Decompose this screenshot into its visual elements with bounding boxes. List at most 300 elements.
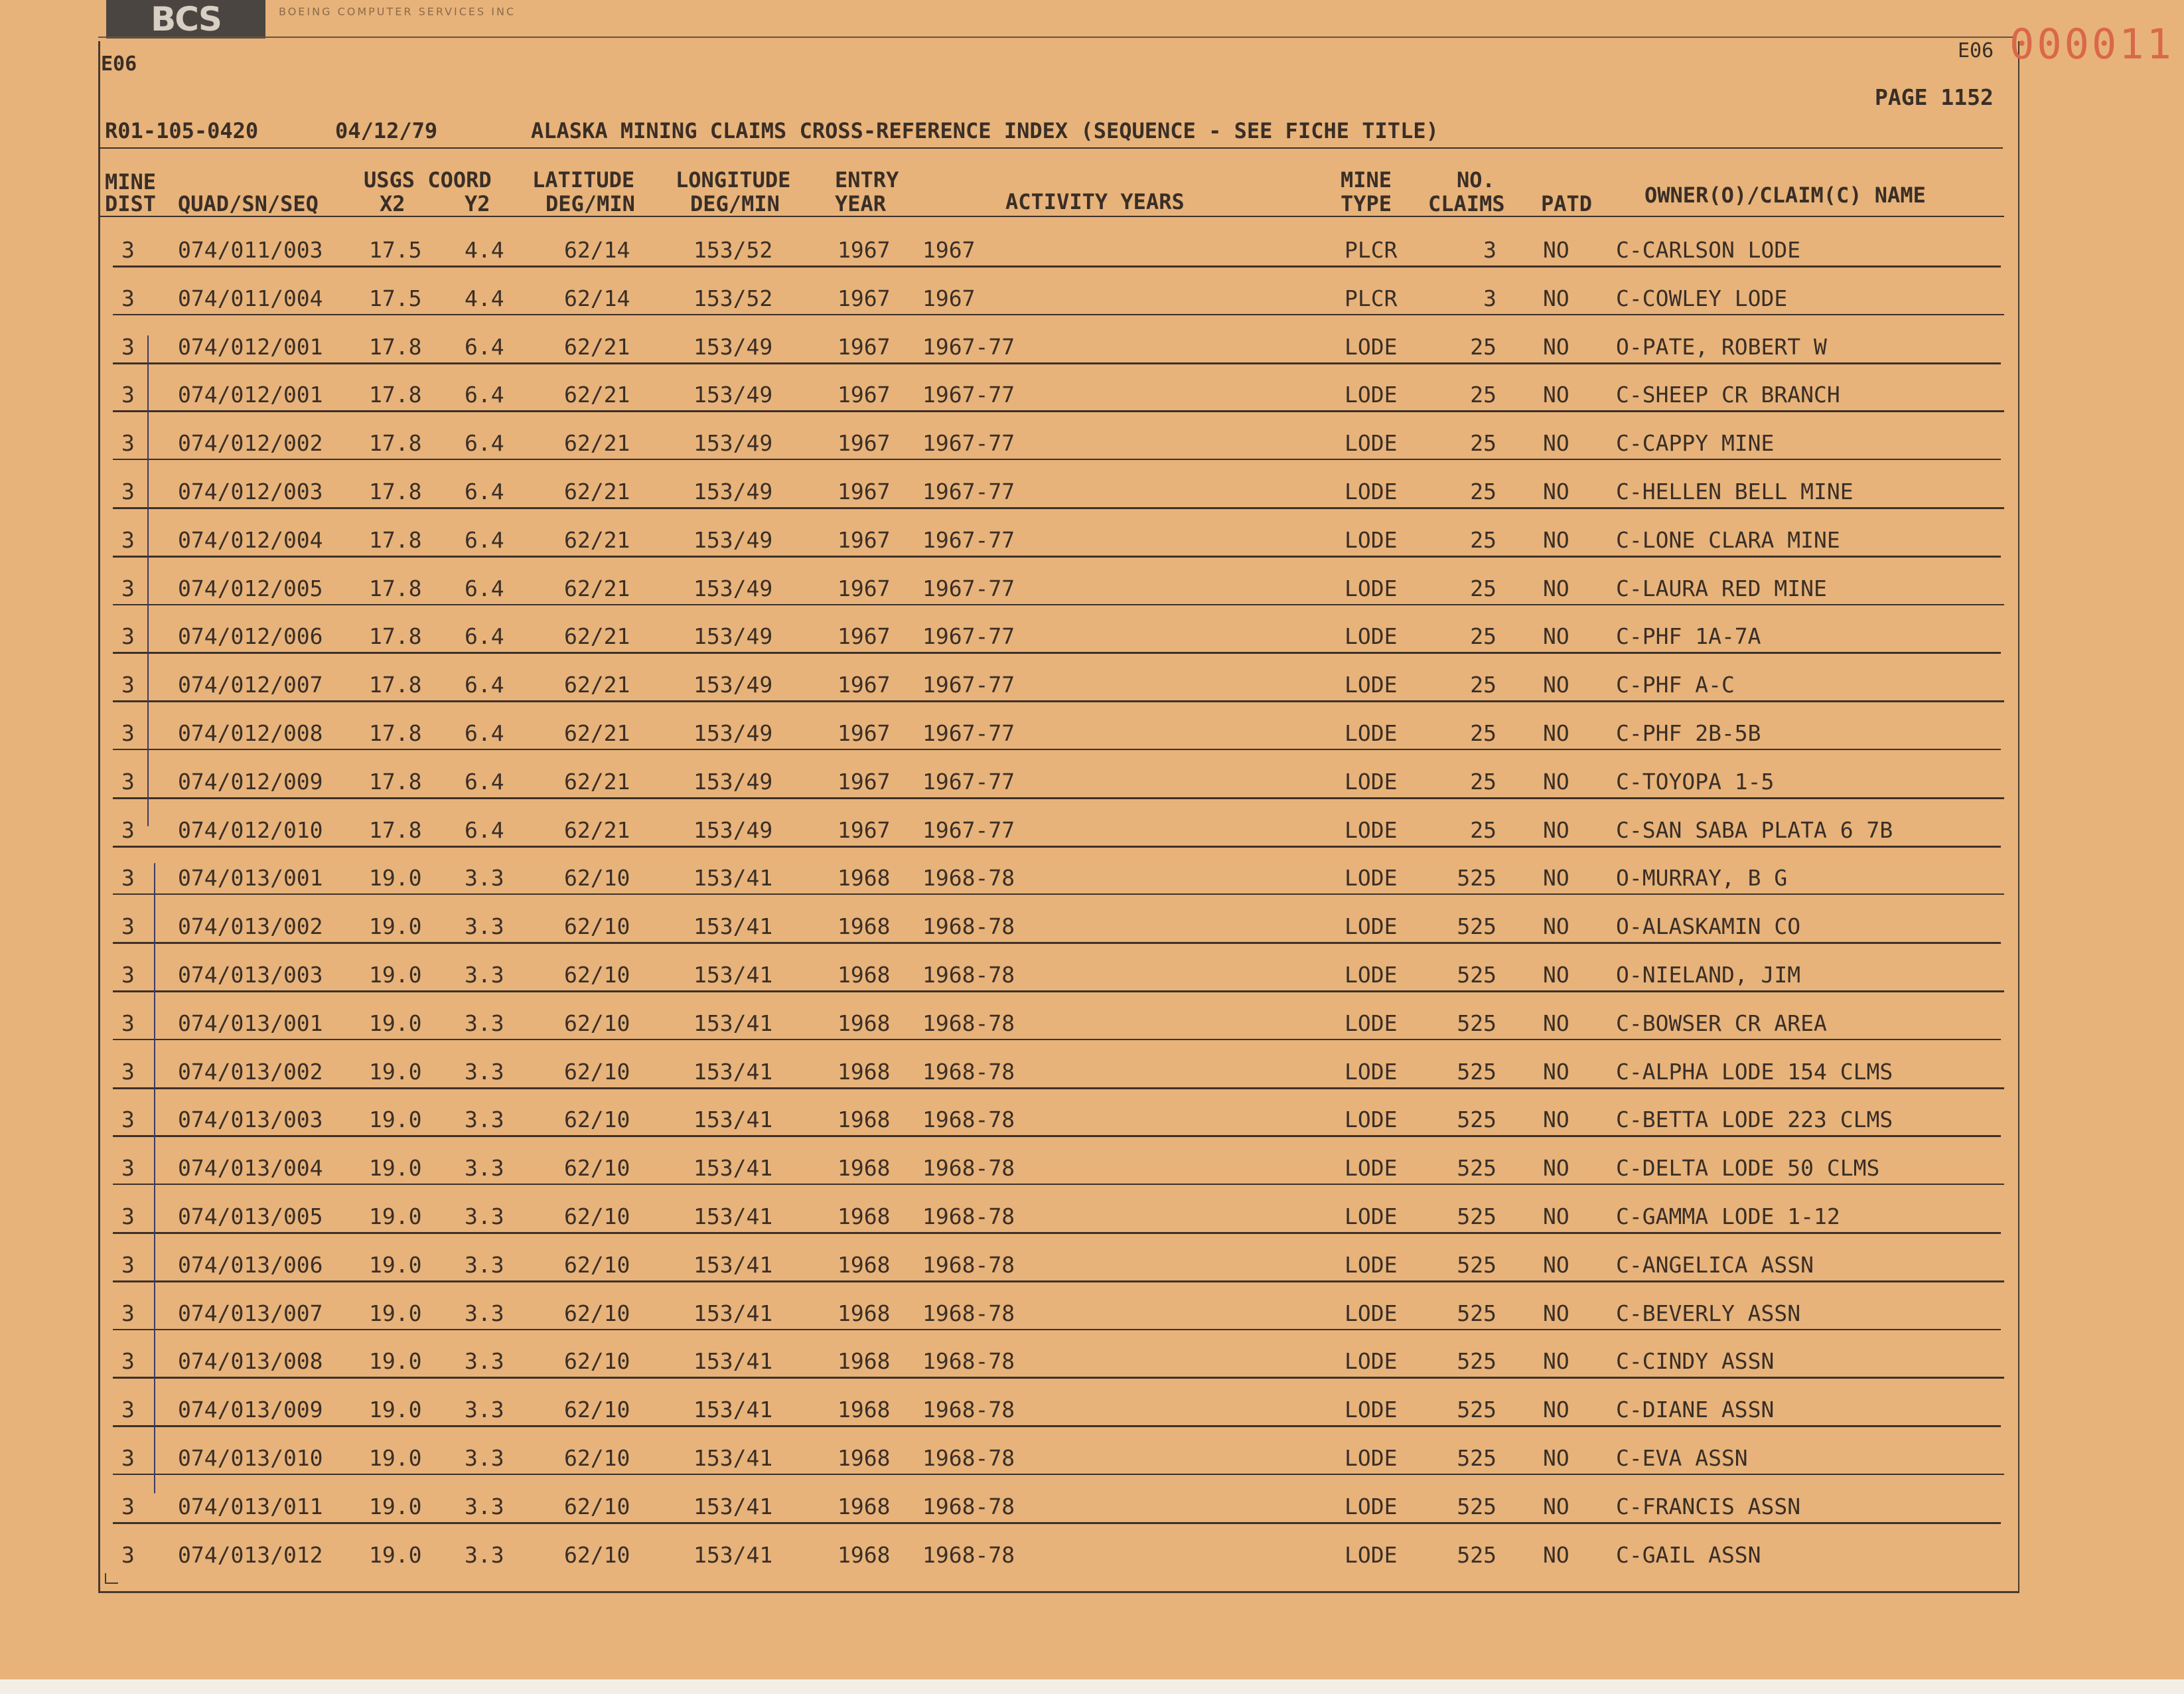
mine-type-cell: LODE <box>1345 1445 1398 1471</box>
patented-cell: NO <box>1543 1203 1569 1229</box>
entry-year-cell: 1968 <box>837 1445 891 1471</box>
quad-cell: 074/011/004 <box>178 285 323 311</box>
pen-bracket-upper <box>147 335 149 826</box>
owner-claim-name-cell: C-DIANE ASSN <box>1616 1397 1775 1423</box>
y2-cell: 3.3 <box>465 962 504 988</box>
owner-claim-name-cell: C-GAIL ASSN <box>1616 1541 1761 1568</box>
col-usgs-coord: USGS COORD <box>364 167 492 193</box>
entry-year-cell: 1967 <box>837 768 891 795</box>
activity-years-cell: 1968-78 <box>922 913 1015 940</box>
quad-cell: 074/013/008 <box>178 1348 323 1375</box>
owner-claim-name-cell: C-DELTA LODE 50 CLMS <box>1616 1155 1880 1182</box>
mine-dist-cell: 3 <box>121 1107 135 1133</box>
quad-cell: 074/011/003 <box>178 237 323 263</box>
mine-type-cell: LODE <box>1345 1493 1398 1519</box>
mine-type-cell: LODE <box>1345 1541 1398 1568</box>
fiche-stamp-number: 000011 <box>2009 20 2174 68</box>
entry-year-cell: 1968 <box>837 865 891 891</box>
mine-type-cell: LODE <box>1345 672 1398 698</box>
activity-years-cell: 1968-78 <box>922 865 1015 891</box>
mine-dist-cell: 3 <box>121 623 135 650</box>
title-underline <box>98 147 2003 149</box>
mine-type-cell: LODE <box>1345 382 1398 408</box>
patented-cell: NO <box>1543 285 1569 311</box>
claims-count-cell: 3 <box>1483 285 1496 311</box>
patented-cell: NO <box>1543 1397 1569 1423</box>
owner-claim-name-cell: C-FRANCIS ASSN <box>1616 1493 1801 1519</box>
x2-cell: 19.0 <box>369 865 422 891</box>
table-row <box>0 1290 2184 1337</box>
owner-claim-name-cell: C-PHF A-C <box>1616 672 1735 698</box>
x2-cell: 19.0 <box>369 1348 422 1375</box>
y2-cell: 6.4 <box>465 623 504 650</box>
mine-type-cell: LODE <box>1345 768 1398 795</box>
y2-cell: 6.4 <box>465 672 504 698</box>
col-patd: PATD <box>1541 191 1593 216</box>
activity-years-cell: 1968-78 <box>922 1203 1015 1229</box>
longitude-cell: 153/41 <box>693 1397 773 1423</box>
owner-claim-name-cell: O-PATE, ROBERT W <box>1616 333 1827 360</box>
activity-years-cell: 1967-77 <box>922 430 1015 457</box>
latitude-cell: 62/10 <box>564 1348 630 1375</box>
patented-cell: NO <box>1543 526 1569 553</box>
patented-cell: NO <box>1543 382 1569 408</box>
activity-years-cell: 1968-78 <box>922 1251 1015 1278</box>
mine-type-cell: LODE <box>1345 333 1398 360</box>
y2-cell: 6.4 <box>465 430 504 457</box>
y2-cell: 6.4 <box>465 768 504 795</box>
entry-year-cell: 1968 <box>837 1203 891 1229</box>
row-rule <box>113 604 2004 605</box>
quad-cell: 074/012/005 <box>178 575 323 601</box>
patented-cell: NO <box>1543 1445 1569 1471</box>
entry-year-cell: 1967 <box>837 285 891 311</box>
patented-cell: NO <box>1543 237 1569 263</box>
col-lat-1: LATITUDE <box>532 167 635 193</box>
claims-count-cell: 525 <box>1457 1058 1496 1085</box>
owner-claim-name-cell: C-CINDY ASSN <box>1616 1348 1775 1375</box>
latitude-cell: 62/10 <box>564 1397 630 1423</box>
y2-cell: 3.3 <box>465 1493 504 1519</box>
activity-years-cell: 1967-77 <box>922 382 1015 408</box>
longitude-cell: 153/41 <box>693 1493 773 1519</box>
table-row <box>0 903 2184 950</box>
mine-dist-cell: 3 <box>121 382 135 408</box>
mine-dist-cell: 3 <box>121 1397 135 1423</box>
x2-cell: 17.8 <box>369 430 422 457</box>
y2-cell: 3.3 <box>465 913 504 940</box>
owner-claim-name-cell: C-CAPPY MINE <box>1616 430 1775 457</box>
mine-dist-cell: 3 <box>121 333 135 360</box>
x2-cell: 17.8 <box>369 333 422 360</box>
x2-cell: 17.8 <box>369 768 422 795</box>
activity-years-cell: 1968-78 <box>922 1058 1015 1085</box>
quad-cell: 074/012/007 <box>178 672 323 698</box>
activity-years-cell: 1967-77 <box>922 333 1015 360</box>
row-rule <box>113 749 2001 750</box>
y2-cell: 6.4 <box>465 479 504 504</box>
col-x2: X2 <box>380 191 405 216</box>
table-row <box>0 1097 2184 1143</box>
patented-cell: NO <box>1543 1493 1569 1519</box>
mine-dist-cell: 3 <box>121 816 135 843</box>
mine-dist-cell: 3 <box>121 526 135 553</box>
mine-type-cell: LODE <box>1345 1203 1398 1229</box>
quad-cell: 074/013/005 <box>178 1203 323 1229</box>
mine-dist-cell: 3 <box>121 430 135 457</box>
claims-count-cell: 525 <box>1457 1203 1496 1229</box>
entry-year-cell: 1968 <box>837 1058 891 1085</box>
entry-year-cell: 1967 <box>837 382 891 408</box>
report-date: 04/12/79 <box>335 118 438 143</box>
longitude-cell: 153/49 <box>693 575 773 601</box>
row-rule <box>113 410 2004 412</box>
claims-count-cell: 525 <box>1457 1445 1496 1471</box>
mine-dist-cell: 3 <box>121 1493 135 1519</box>
patented-cell: NO <box>1543 1300 1569 1326</box>
claims-count-cell: 25 <box>1470 430 1496 457</box>
patented-cell: NO <box>1543 672 1569 698</box>
x2-cell: 19.0 <box>369 1493 422 1519</box>
col-mine-dist-2: DIST <box>105 191 157 216</box>
x2-cell: 17.5 <box>369 237 422 263</box>
quad-cell: 074/012/002 <box>178 430 323 457</box>
row-rule <box>113 459 2001 460</box>
y2-cell: 6.4 <box>465 382 504 408</box>
mine-dist-cell: 3 <box>121 1010 135 1036</box>
patented-cell: NO <box>1543 816 1569 843</box>
bcs-logo: BCS <box>106 0 265 38</box>
table-row <box>0 1194 2184 1240</box>
row-rule <box>113 314 2004 315</box>
mine-dist-cell: 3 <box>121 913 135 940</box>
row-rule <box>113 1522 2001 1524</box>
entry-year-cell: 1968 <box>837 962 891 988</box>
patented-cell: NO <box>1543 623 1569 650</box>
quad-cell: 074/012/001 <box>178 333 323 360</box>
table-row <box>0 1049 2184 1095</box>
entry-year-cell: 1968 <box>837 1541 891 1568</box>
table-row <box>0 566 2184 612</box>
longitude-cell: 153/41 <box>693 865 773 891</box>
col-mine-dist-1: MINE <box>105 169 157 194</box>
quad-cell: 074/013/007 <box>178 1300 323 1326</box>
claims-count-cell: 525 <box>1457 1107 1496 1133</box>
x2-cell: 19.0 <box>369 1058 422 1085</box>
quad-cell: 074/013/002 <box>178 913 323 940</box>
latitude-cell: 62/21 <box>564 382 630 408</box>
latitude-cell: 62/21 <box>564 672 630 698</box>
x2-cell: 17.8 <box>369 623 422 650</box>
patented-cell: NO <box>1543 720 1569 746</box>
mine-dist-cell: 3 <box>121 865 135 891</box>
x2-cell: 19.0 <box>369 1155 422 1182</box>
quad-cell: 074/012/008 <box>178 720 323 746</box>
latitude-cell: 62/21 <box>564 816 630 843</box>
mine-type-cell: LODE <box>1345 816 1398 843</box>
row-rule <box>113 1184 2004 1185</box>
activity-years-cell: 1968-78 <box>922 1541 1015 1568</box>
patented-cell: NO <box>1543 430 1569 457</box>
x2-cell: 19.0 <box>369 962 422 988</box>
mine-type-cell: LODE <box>1345 1058 1398 1085</box>
latitude-cell: 62/21 <box>564 575 630 601</box>
activity-years-cell: 1967-77 <box>922 575 1015 601</box>
quad-cell: 074/013/012 <box>178 1541 323 1568</box>
longitude-cell: 153/41 <box>693 962 773 988</box>
owner-claim-name-cell: C-BEVERLY ASSN <box>1616 1300 1801 1326</box>
y2-cell: 3.3 <box>465 1445 504 1471</box>
col-lon-1: LONGITUDE <box>676 167 791 193</box>
latitude-cell: 62/10 <box>564 1010 630 1036</box>
row-rule <box>113 700 2004 702</box>
patented-cell: NO <box>1543 1251 1569 1278</box>
claims-count-cell: 25 <box>1470 526 1496 553</box>
row-rule <box>113 1135 2001 1137</box>
patented-cell: NO <box>1543 768 1569 795</box>
claims-count-cell: 525 <box>1457 865 1496 891</box>
owner-claim-name-cell: C-BETTA LODE 223 CLMS <box>1616 1107 1893 1133</box>
table-row <box>0 469 2184 515</box>
row-rule <box>113 990 2004 992</box>
quad-cell: 074/013/004 <box>178 1155 323 1182</box>
row-rule <box>113 846 2001 848</box>
x2-cell: 17.8 <box>369 672 422 698</box>
claims-count-cell: 525 <box>1457 913 1496 940</box>
latitude-cell: 62/21 <box>564 333 630 360</box>
x2-cell: 19.0 <box>369 1397 422 1423</box>
mine-type-cell: LODE <box>1345 430 1398 457</box>
row-rule <box>113 1474 2004 1475</box>
x2-cell: 19.0 <box>369 1541 422 1568</box>
table-row <box>0 517 2184 564</box>
row-rule <box>113 652 2001 654</box>
x2-cell: 17.8 <box>369 720 422 746</box>
mine-type-cell: PLCR <box>1345 237 1398 263</box>
row-rule <box>113 556 2001 558</box>
mine-dist-cell: 3 <box>121 479 135 504</box>
quad-cell: 074/013/006 <box>178 1251 323 1278</box>
mine-dist-cell: 3 <box>121 575 135 601</box>
owner-claim-name-cell: C-PHF 1A-7A <box>1616 623 1761 650</box>
owner-claim-name-cell: O-NIELAND, JIM <box>1616 962 1801 988</box>
latitude-cell: 62/14 <box>564 285 630 311</box>
entry-year-cell: 1967 <box>837 237 891 263</box>
owner-claim-name-cell: C-EVA ASSN <box>1616 1445 1748 1471</box>
activity-years-cell: 1967-77 <box>922 768 1015 795</box>
table-row <box>0 952 2184 998</box>
y2-cell: 4.4 <box>465 285 504 311</box>
quad-cell: 074/012/006 <box>178 623 323 650</box>
x2-cell: 19.0 <box>369 913 422 940</box>
mine-type-cell: LODE <box>1345 479 1398 504</box>
claims-count-cell: 25 <box>1470 816 1496 843</box>
mine-type-cell: LODE <box>1345 1251 1398 1278</box>
latitude-cell: 62/21 <box>564 768 630 795</box>
longitude-cell: 153/49 <box>693 720 773 746</box>
claims-count-cell: 525 <box>1457 1493 1496 1519</box>
x2-cell: 19.0 <box>369 1107 422 1133</box>
mine-dist-cell: 3 <box>121 962 135 988</box>
activity-years-cell: 1967-77 <box>922 526 1015 553</box>
owner-claim-name-cell: C-SAN SABA PLATA 6 7B <box>1616 816 1893 843</box>
x2-cell: 19.0 <box>369 1010 422 1036</box>
table-row <box>0 759 2184 805</box>
claims-count-cell: 25 <box>1470 479 1496 504</box>
row-rule <box>113 1425 2001 1427</box>
activity-years-cell: 1968-78 <box>922 1348 1015 1375</box>
quad-cell: 074/013/010 <box>178 1445 323 1471</box>
latitude-cell: 62/10 <box>564 1107 630 1133</box>
patented-cell: NO <box>1543 1058 1569 1085</box>
mine-type-cell: LODE <box>1345 1010 1398 1036</box>
entry-year-cell: 1968 <box>837 1397 891 1423</box>
activity-years-cell: 1968-78 <box>922 1010 1015 1036</box>
col-type-2: TYPE <box>1341 191 1392 216</box>
col-lon-2: DEG/MIN <box>690 191 780 216</box>
patented-cell: NO <box>1543 1541 1569 1568</box>
activity-years-cell: 1968-78 <box>922 1107 1015 1133</box>
col-claims-2: CLAIMS <box>1428 191 1505 216</box>
col-y2: Y2 <box>465 191 490 216</box>
table-row <box>0 1338 2184 1385</box>
latitude-cell: 62/10 <box>564 1493 630 1519</box>
row-rule <box>113 942 2001 944</box>
latitude-cell: 62/10 <box>564 1203 630 1229</box>
mine-type-cell: LODE <box>1345 1155 1398 1182</box>
table-row <box>0 1387 2184 1433</box>
activity-years-cell: 1967-77 <box>922 816 1015 843</box>
patented-cell: NO <box>1543 913 1569 940</box>
owner-claim-name-cell: C-ANGELICA ASSN <box>1616 1251 1814 1278</box>
table-row <box>0 855 2184 901</box>
longitude-cell: 153/49 <box>693 382 773 408</box>
activity-years-cell: 1967-77 <box>922 479 1015 504</box>
claims-count-cell: 25 <box>1470 768 1496 795</box>
quad-cell: 074/013/003 <box>178 1107 323 1133</box>
claims-count-cell: 525 <box>1457 1348 1496 1375</box>
latitude-cell: 62/10 <box>564 1251 630 1278</box>
y2-cell: 6.4 <box>465 575 504 601</box>
table-row <box>0 613 2184 660</box>
longitude-cell: 153/41 <box>693 1348 773 1375</box>
y2-cell: 6.4 <box>465 816 504 843</box>
entry-year-cell: 1968 <box>837 1251 891 1278</box>
activity-years-cell: 1967-77 <box>922 623 1015 650</box>
longitude-cell: 153/49 <box>693 479 773 504</box>
y2-cell: 3.3 <box>465 1155 504 1182</box>
longitude-cell: 153/41 <box>693 1155 773 1182</box>
quad-cell: 074/013/001 <box>178 1010 323 1036</box>
owner-claim-name-cell: C-TOYOPA 1-5 <box>1616 768 1775 795</box>
owner-claim-name-cell: C-PHF 2B-5B <box>1616 720 1761 746</box>
mine-type-cell: LODE <box>1345 1397 1398 1423</box>
row-rule <box>113 1280 2004 1282</box>
mine-type-cell: LODE <box>1345 1300 1398 1326</box>
claims-count-cell: 525 <box>1457 1251 1496 1278</box>
mine-type-cell: LODE <box>1345 623 1398 650</box>
latitude-cell: 62/10 <box>564 1058 630 1085</box>
x2-cell: 17.8 <box>369 382 422 408</box>
latitude-cell: 62/10 <box>564 962 630 988</box>
x2-cell: 19.0 <box>369 1300 422 1326</box>
table-row <box>0 662 2184 708</box>
mine-type-cell: LODE <box>1345 962 1398 988</box>
page-number: PAGE 1152 <box>1875 84 1994 110</box>
quad-cell: 074/013/011 <box>178 1493 323 1519</box>
mine-type-cell: LODE <box>1345 575 1398 601</box>
mine-dist-cell: 3 <box>121 1251 135 1278</box>
x2-cell: 19.0 <box>369 1251 422 1278</box>
col-owner: OWNER(O)/CLAIM(C) NAME <box>1644 183 1926 208</box>
row-rule <box>113 1087 2004 1089</box>
quad-cell: 074/013/009 <box>178 1397 323 1423</box>
mine-type-cell: LODE <box>1345 865 1398 891</box>
owner-claim-name-cell: C-ALPHA LODE 154 CLMS <box>1616 1058 1893 1085</box>
activity-years-cell: 1968-78 <box>922 1445 1015 1471</box>
owner-claim-name-cell: C-HELLEN BELL MINE <box>1616 479 1854 504</box>
patented-cell: NO <box>1543 479 1569 504</box>
y2-cell: 6.4 <box>465 333 504 360</box>
latitude-cell: 62/21 <box>564 720 630 746</box>
activity-years-cell: 1968-78 <box>922 962 1015 988</box>
latitude-cell: 62/21 <box>564 623 630 650</box>
mine-dist-cell: 3 <box>121 672 135 698</box>
col-entry-2: YEAR <box>835 191 887 216</box>
table-row <box>0 1145 2184 1192</box>
header-underline <box>100 216 2004 217</box>
row-rule <box>113 1232 2001 1234</box>
entry-year-cell: 1967 <box>837 479 891 504</box>
y2-cell: 6.4 <box>465 526 504 553</box>
owner-claim-name-cell: C-CARLSON LODE <box>1616 237 1801 263</box>
longitude-cell: 153/41 <box>693 1300 773 1326</box>
table-row <box>0 1484 2184 1530</box>
claims-count-cell: 25 <box>1470 623 1496 650</box>
latitude-cell: 62/10 <box>564 913 630 940</box>
owner-claim-name-cell: C-LAURA RED MINE <box>1616 575 1827 601</box>
longitude-cell: 153/41 <box>693 1251 773 1278</box>
longitude-cell: 153/41 <box>693 1203 773 1229</box>
x2-cell: 19.0 <box>369 1203 422 1229</box>
longitude-cell: 153/52 <box>693 285 773 311</box>
table-row <box>0 324 2184 370</box>
col-lat-2: DEG/MIN <box>546 191 635 216</box>
mine-dist-cell: 3 <box>121 1058 135 1085</box>
owner-claim-name-cell: C-SHEEP CR BRANCH <box>1616 382 1840 408</box>
claims-count-cell: 525 <box>1457 1397 1496 1423</box>
entry-year-cell: 1968 <box>837 1348 891 1375</box>
patented-cell: NO <box>1543 333 1569 360</box>
row-rule <box>113 1329 2001 1330</box>
mine-type-cell: LODE <box>1345 1107 1398 1133</box>
activity-years-cell: 1967-77 <box>922 672 1015 698</box>
y2-cell: 3.3 <box>465 1058 504 1085</box>
entry-year-cell: 1967 <box>837 575 891 601</box>
table-row <box>0 807 2184 854</box>
latitude-cell: 62/21 <box>564 430 630 457</box>
mine-dist-cell: 3 <box>121 1203 135 1229</box>
mine-dist-cell: 3 <box>121 285 135 311</box>
mine-dist-cell: 3 <box>121 1300 135 1326</box>
claims-count-cell: 3 <box>1483 237 1496 263</box>
mine-dist-cell: 3 <box>121 1348 135 1375</box>
table-row <box>0 420 2184 467</box>
claims-count-cell: 525 <box>1457 1010 1496 1036</box>
row-rule <box>113 1039 2001 1040</box>
owner-claim-name-cell: O-MURRAY, B G <box>1616 865 1788 891</box>
mine-type-cell: LODE <box>1345 913 1398 940</box>
